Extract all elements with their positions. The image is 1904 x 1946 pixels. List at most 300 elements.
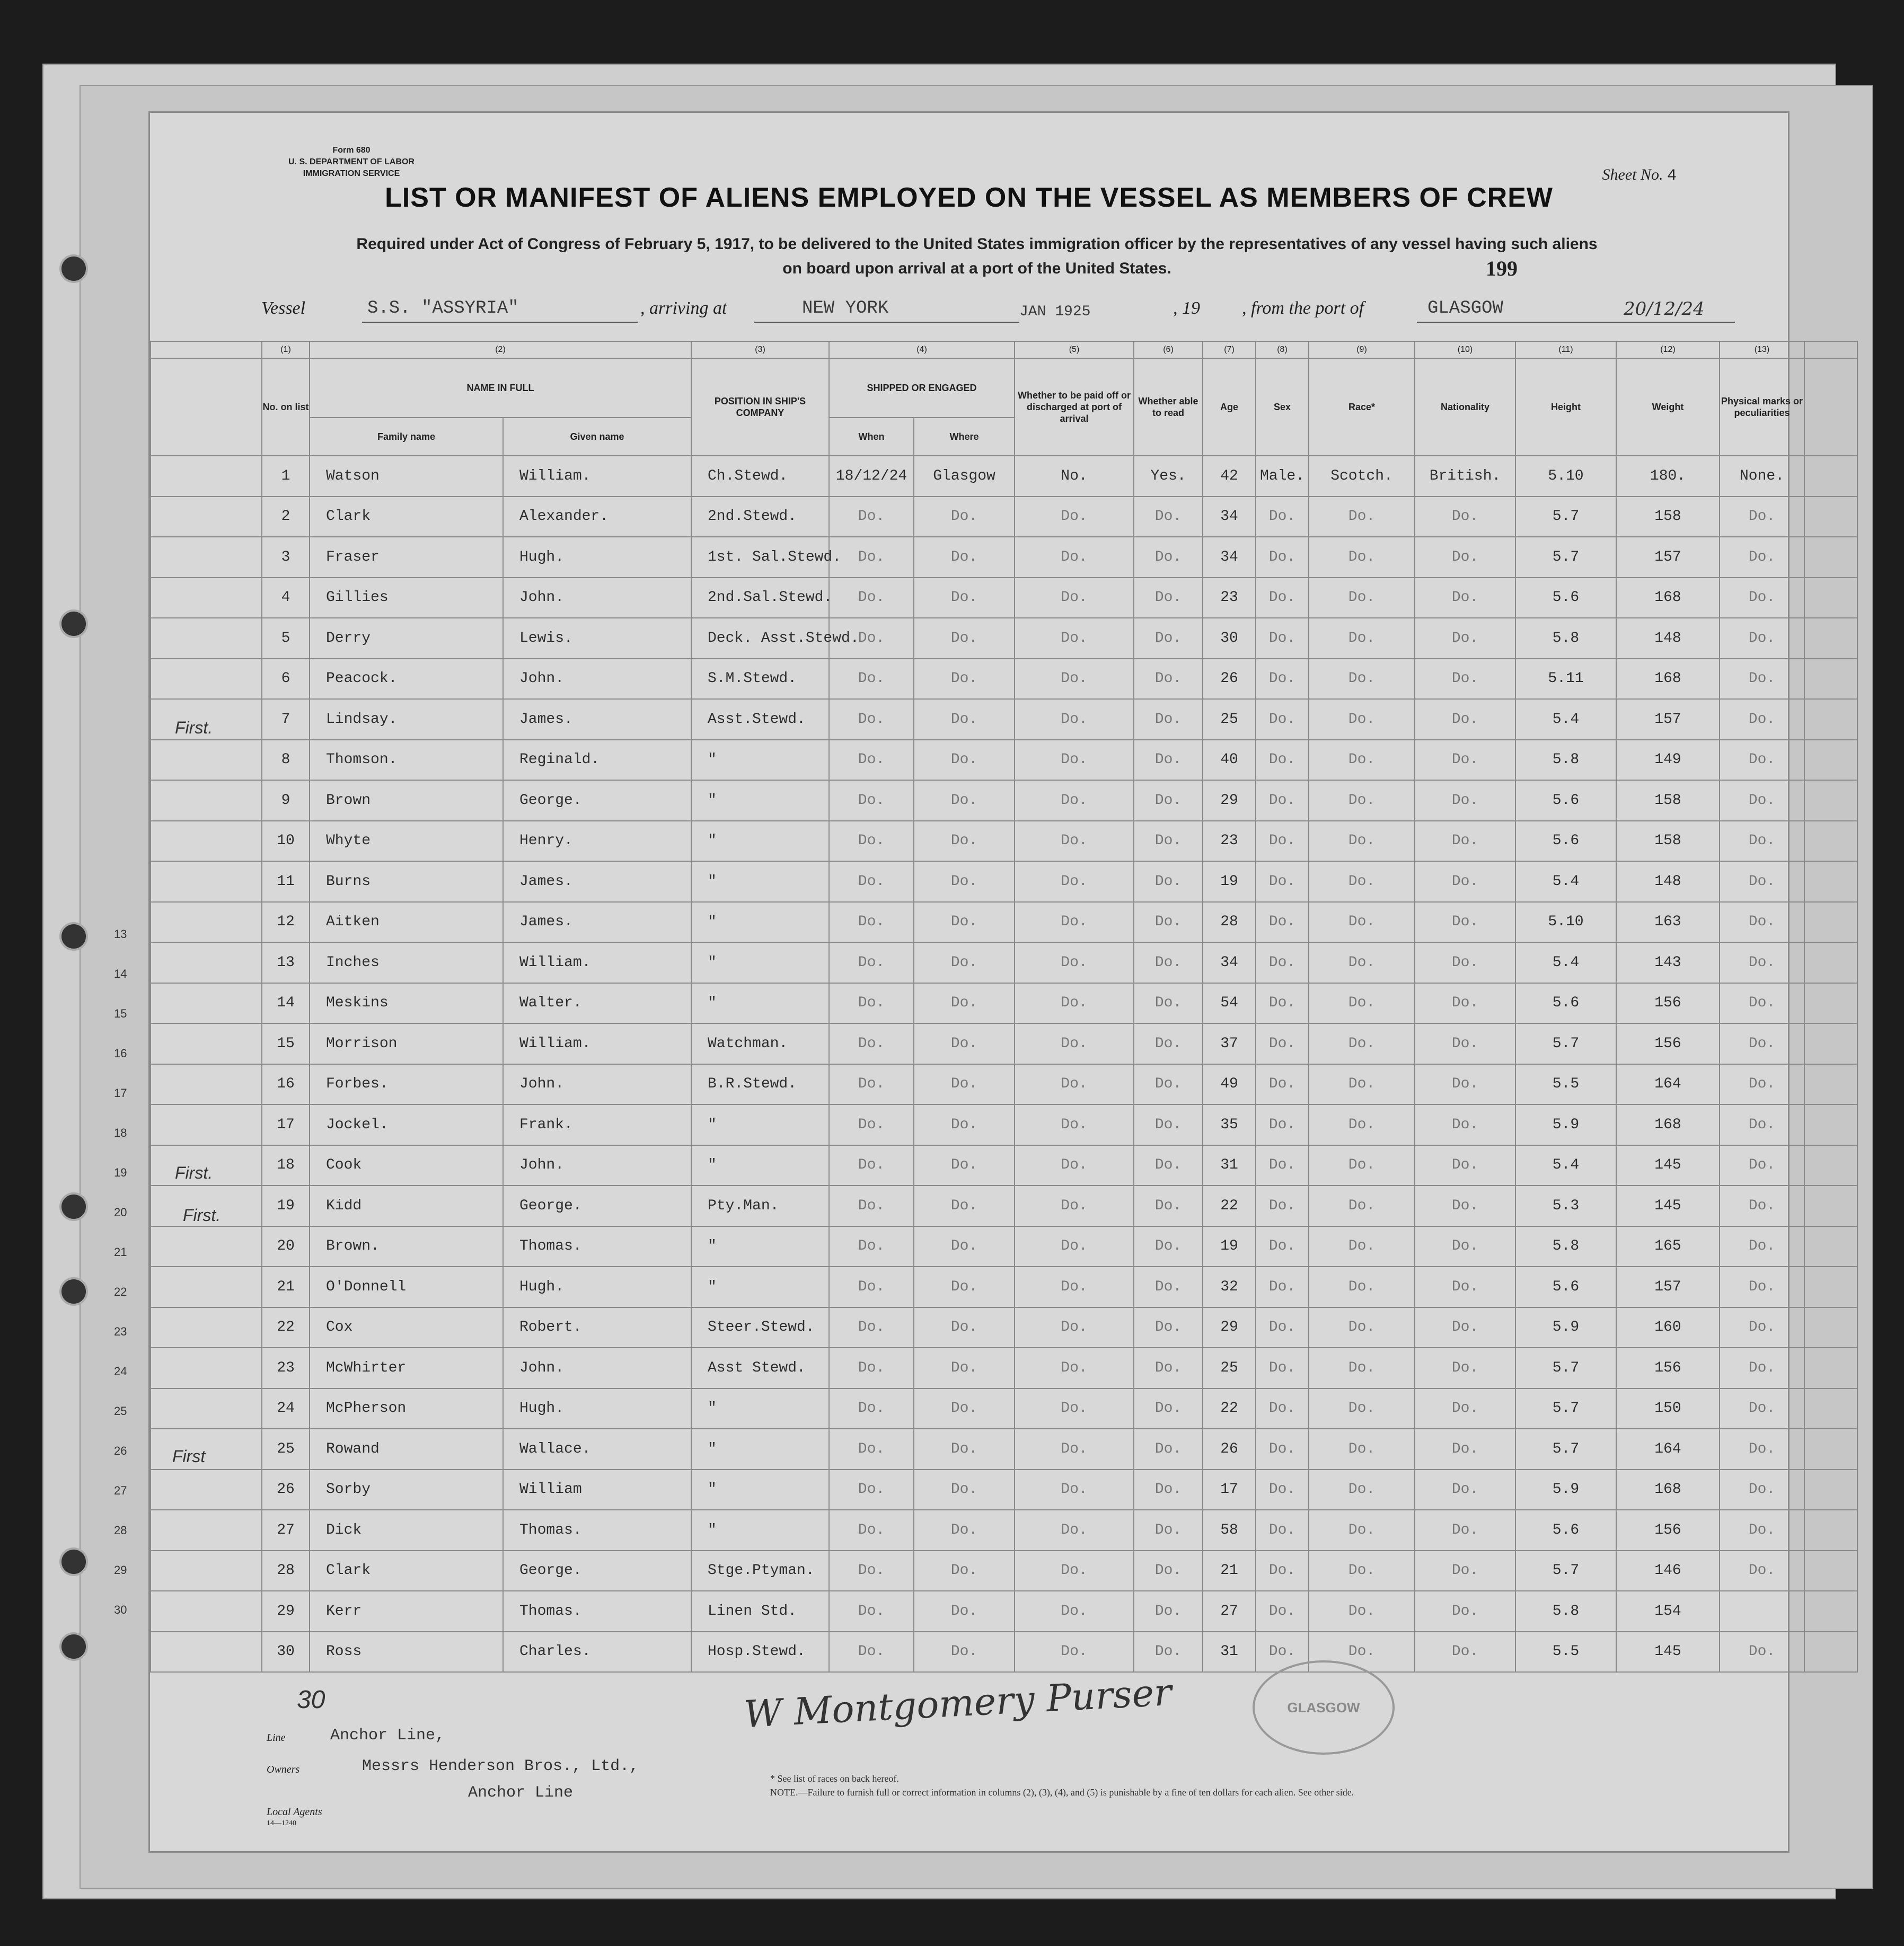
physical-marks-cell: Do. [1720, 1388, 1804, 1429]
race-cell: Scotch. [1309, 456, 1415, 497]
height-cell: 5.4 [1515, 942, 1616, 983]
position-cell: Deck. Asst.Stewd. [691, 618, 829, 659]
year-label: , 19 [1173, 298, 1200, 318]
header-age: Age [1203, 358, 1256, 456]
given-name-cell: John. [503, 1348, 691, 1388]
margin-note-first: First [172, 1447, 206, 1466]
position-cell: S.M.Stewd. [691, 659, 829, 700]
race-cell: Do. [1309, 1470, 1415, 1510]
age-cell: 58 [1203, 1510, 1256, 1551]
physical-marks-cell: Do. [1720, 861, 1804, 902]
header-position: POSITION IN SHIP'S COMPANY [691, 358, 829, 456]
family-name-cell: Morrison [310, 1023, 503, 1064]
sheet-number: 4 [1667, 167, 1677, 185]
sex-cell: Do. [1256, 1510, 1309, 1551]
height-cell: 5.6 [1515, 578, 1616, 618]
given-name-cell: Hugh. [503, 1388, 691, 1429]
nationality-cell: Do. [1415, 1023, 1515, 1064]
col-number: (2) [310, 341, 691, 358]
race-cell: Do. [1309, 1632, 1415, 1673]
weight-cell: 149 [1616, 740, 1720, 781]
row-number-cell: 18 [262, 1145, 310, 1186]
when-shipped-cell: 18/12/24 [829, 456, 914, 497]
left-edge-number: 28 [114, 1524, 127, 1537]
physical-marks-cell: Do. [1720, 578, 1804, 618]
paid-off-cell: Do. [1015, 1267, 1134, 1307]
position-cell: " [691, 821, 829, 862]
position-cell: " [691, 1267, 829, 1307]
position-cell: " [691, 1510, 829, 1551]
given-name-cell: John. [503, 1145, 691, 1186]
weight-cell: 156 [1616, 983, 1720, 1024]
nationality-cell: Do. [1415, 1429, 1515, 1470]
race-cell: Do. [1309, 1510, 1415, 1551]
race-cell: Do. [1309, 659, 1415, 700]
able-to-read-cell: Do. [1134, 942, 1203, 983]
physical-marks-cell: Do. [1720, 699, 1804, 740]
where-shipped-cell: Do. [914, 578, 1015, 618]
height-cell: 5.9 [1515, 1307, 1616, 1348]
able-to-read-cell: Do. [1134, 780, 1203, 821]
sex-cell: Do. [1256, 1145, 1309, 1186]
race-cell: Do. [1309, 1388, 1415, 1429]
family-name-cell: Clark [310, 1551, 503, 1591]
table-row [151, 861, 1857, 902]
able-to-read-cell: Do. [1134, 1104, 1203, 1145]
able-to-read-cell: Do. [1134, 1388, 1203, 1429]
sex-cell: Do. [1256, 1226, 1309, 1267]
family-name-cell: O'Donnell [310, 1267, 503, 1307]
nationality-cell: Do. [1415, 659, 1515, 700]
physical-marks-cell: Do. [1720, 659, 1804, 700]
row-number-cell: 24 [262, 1388, 310, 1429]
vessel-line [261, 298, 1746, 325]
paid-off-cell: Do. [1015, 983, 1134, 1024]
form-number: Form 680 [332, 146, 371, 155]
nationality-cell: Do. [1415, 821, 1515, 862]
paid-off-cell: Do. [1015, 618, 1134, 659]
where-shipped-cell: Do. [914, 497, 1015, 537]
given-name-cell: William. [503, 456, 691, 497]
physical-marks-cell: Do. [1720, 1470, 1804, 1510]
sex-cell: Do. [1256, 1348, 1309, 1388]
when-shipped-cell: Do. [829, 983, 914, 1024]
height-cell: 5.8 [1515, 618, 1616, 659]
line-label: Line [267, 1732, 286, 1744]
paid-off-cell: Do. [1015, 1510, 1134, 1551]
header-when: When [829, 418, 914, 456]
given-name-cell: Thomas. [503, 1591, 691, 1632]
height-cell: 5.3 [1515, 1186, 1616, 1226]
given-name-cell: James. [503, 699, 691, 740]
left-edge-number: 13 [114, 927, 127, 941]
position-cell: " [691, 861, 829, 902]
when-shipped-cell: Do. [829, 1064, 914, 1105]
where-shipped-cell: Do. [914, 659, 1015, 700]
race-cell: Do. [1309, 1348, 1415, 1388]
table-row [151, 942, 1857, 983]
position-cell: " [691, 1470, 829, 1510]
owners-value: Messrs Henderson Bros., Ltd., [362, 1757, 639, 1775]
form-identifier [272, 145, 431, 180]
physical-marks-cell: Do. [1720, 1307, 1804, 1348]
position-cell: " [691, 1104, 829, 1145]
when-shipped-cell: Do. [829, 659, 914, 700]
family-name-cell: Inches [310, 942, 503, 983]
given-name-cell: Henry. [503, 821, 691, 862]
race-cell: Do. [1309, 1186, 1415, 1226]
header-no-on-list: No. on list [262, 358, 310, 456]
height-cell: 5.7 [1515, 1348, 1616, 1388]
sex-cell: Do. [1256, 618, 1309, 659]
height-cell: 5.7 [1515, 1023, 1616, 1064]
weight-cell: 150 [1616, 1388, 1720, 1429]
paid-off-cell: Do. [1015, 902, 1134, 943]
arriving-port: NEW YORK [802, 298, 889, 319]
race-cell: Do. [1309, 1104, 1415, 1145]
able-to-read-cell: Do. [1134, 1064, 1203, 1105]
weight-cell: 145 [1616, 1632, 1720, 1673]
height-cell: 5.4 [1515, 1145, 1616, 1186]
col-number: (13) [1720, 341, 1804, 358]
height-cell: 5.8 [1515, 1591, 1616, 1632]
sex-cell: Do. [1256, 902, 1309, 943]
weight-cell: 168 [1616, 1470, 1720, 1510]
service-name: IMMIGRATION SERVICE [303, 169, 400, 178]
when-shipped-cell: Do. [829, 902, 914, 943]
paid-off-cell: Do. [1015, 1551, 1134, 1591]
race-cell: Do. [1309, 1591, 1415, 1632]
height-cell: 5.6 [1515, 1510, 1616, 1551]
where-shipped-cell: Do. [914, 1591, 1015, 1632]
position-cell: B.R.Stewd. [691, 1064, 829, 1105]
position-cell: 2nd.Stewd. [691, 497, 829, 537]
row-number-cell: 7 [262, 699, 310, 740]
nationality-cell: Do. [1415, 1348, 1515, 1388]
where-shipped-cell: Do. [914, 1388, 1015, 1429]
sex-cell: Do. [1256, 1186, 1309, 1226]
age-cell: 27 [1203, 1591, 1256, 1632]
weight-cell: 145 [1616, 1186, 1720, 1226]
row-number-cell: 21 [262, 1267, 310, 1307]
physical-marks-cell: Do. [1720, 1104, 1804, 1145]
col-number: (5) [1015, 341, 1134, 358]
given-name-cell: James. [503, 902, 691, 943]
where-shipped-cell: Do. [914, 1064, 1015, 1105]
given-name-cell: Robert. [503, 1307, 691, 1348]
paid-off-cell: Do. [1015, 861, 1134, 902]
where-shipped-cell: Do. [914, 821, 1015, 862]
race-cell: Do. [1309, 780, 1415, 821]
header-height: Height [1515, 358, 1616, 456]
race-cell: Do. [1309, 699, 1415, 740]
table-row [151, 537, 1857, 578]
given-name-cell: Hugh. [503, 537, 691, 578]
left-edge-number: 20 [114, 1206, 127, 1219]
position-cell: Ch.Stewd. [691, 456, 829, 497]
sheet-number-label: Sheet No. 4 [1602, 166, 1677, 185]
paid-off-cell: Do. [1015, 1348, 1134, 1388]
given-name-cell: George. [503, 1186, 691, 1226]
race-cell: Do. [1309, 1023, 1415, 1064]
where-shipped-cell: Do. [914, 1307, 1015, 1348]
age-cell: 42 [1203, 456, 1256, 497]
physical-marks-cell: Do. [1720, 497, 1804, 537]
able-to-read-cell: Do. [1134, 821, 1203, 862]
punch-hole [59, 922, 88, 951]
nationality-cell: Do. [1415, 1551, 1515, 1591]
age-cell: 30 [1203, 618, 1256, 659]
row-number-cell: 15 [262, 1023, 310, 1064]
able-to-read-cell: Do. [1134, 1145, 1203, 1186]
height-cell: 5.10 [1515, 902, 1616, 943]
physical-marks-cell: Do. [1720, 942, 1804, 983]
age-cell: 19 [1203, 861, 1256, 902]
family-name-cell: Peacock. [310, 659, 503, 700]
sex-cell: Do. [1256, 780, 1309, 821]
age-cell: 26 [1203, 659, 1256, 700]
where-shipped-cell: Do. [914, 1429, 1015, 1470]
family-name-cell: Rowand [310, 1429, 503, 1470]
when-shipped-cell: Do. [829, 1429, 914, 1470]
age-cell: 29 [1203, 780, 1256, 821]
when-shipped-cell: Do. [829, 1591, 914, 1632]
nationality-cell: Do. [1415, 902, 1515, 943]
when-shipped-cell: Do. [829, 497, 914, 537]
header-given-name: Given name [503, 418, 691, 456]
given-name-cell: James. [503, 861, 691, 902]
department-name: U. S. DEPARTMENT OF LABOR [288, 157, 415, 166]
paid-off-cell: Do. [1015, 497, 1134, 537]
races-footnote: * See list of races on back hereof. [770, 1773, 899, 1784]
physical-marks-cell: Do. [1720, 1267, 1804, 1307]
able-to-read-cell: Do. [1134, 1307, 1203, 1348]
nationality-cell: Do. [1415, 578, 1515, 618]
family-name-cell: Thomson. [310, 740, 503, 781]
paid-off-cell: Do. [1015, 780, 1134, 821]
sex-cell: Do. [1256, 942, 1309, 983]
nationality-cell: Do. [1415, 1104, 1515, 1145]
header-sex: Sex [1256, 358, 1309, 456]
when-shipped-cell: Do. [829, 1348, 914, 1388]
able-to-read-cell: Do. [1134, 1226, 1203, 1267]
weight-cell: 168 [1616, 1104, 1720, 1145]
table-row [151, 1145, 1857, 1186]
when-shipped-cell: Do. [829, 1226, 914, 1267]
paid-off-cell: Do. [1015, 1429, 1134, 1470]
vessel-label: Vessel [261, 298, 306, 318]
sex-cell: Do. [1256, 1064, 1309, 1105]
physical-marks-cell: Do. [1720, 1226, 1804, 1267]
given-name-cell: George. [503, 1551, 691, 1591]
given-name-cell: John. [503, 1064, 691, 1105]
header-weight: Weight [1616, 358, 1720, 456]
paid-off-cell: Do. [1015, 659, 1134, 700]
position-cell: Hosp.Stewd. [691, 1632, 829, 1673]
left-edge-number: 25 [114, 1404, 127, 1418]
nationality-cell: Do. [1415, 1632, 1515, 1673]
col-number: (8) [1256, 341, 1309, 358]
age-cell: 35 [1203, 1104, 1256, 1145]
height-cell: 5.11 [1515, 659, 1616, 700]
age-cell: 49 [1203, 1064, 1256, 1105]
paid-off-cell: Do. [1015, 1226, 1134, 1267]
glasgow-stamp: GLASGOW [1253, 1660, 1395, 1755]
height-cell: 5.4 [1515, 861, 1616, 902]
nationality-cell: Do. [1415, 983, 1515, 1024]
row-number-cell: 6 [262, 659, 310, 700]
able-to-read-cell: Do. [1134, 1470, 1203, 1510]
paid-off-cell: Do. [1015, 1145, 1134, 1186]
table-row [151, 780, 1857, 821]
table-row [151, 1023, 1857, 1064]
height-cell: 5.6 [1515, 983, 1616, 1024]
height-cell: 5.7 [1515, 1388, 1616, 1429]
race-cell: Do. [1309, 821, 1415, 862]
able-to-read-cell: Do. [1134, 983, 1203, 1024]
physical-marks-cell: Do. [1720, 1348, 1804, 1388]
position-cell: Steer.Stewd. [691, 1307, 829, 1348]
table-row [151, 1551, 1857, 1591]
left-edge-number: 29 [114, 1563, 127, 1577]
able-to-read-cell: Yes. [1134, 456, 1203, 497]
able-to-read-cell: Do. [1134, 1023, 1203, 1064]
paid-off-cell: Do. [1015, 578, 1134, 618]
weight-cell: 158 [1616, 780, 1720, 821]
paid-off-cell: No. [1015, 456, 1134, 497]
table-row [151, 1307, 1857, 1348]
nationality-cell: Do. [1415, 1470, 1515, 1510]
able-to-read-cell: Do. [1134, 659, 1203, 700]
nationality-cell: Do. [1415, 780, 1515, 821]
race-cell: Do. [1309, 983, 1415, 1024]
where-shipped-cell: Do. [914, 983, 1015, 1024]
physical-marks-cell [1720, 1591, 1804, 1632]
sex-cell: Do. [1256, 578, 1309, 618]
family-name-cell: Brown. [310, 1226, 503, 1267]
nationality-cell: Do. [1415, 537, 1515, 578]
physical-marks-cell: Do. [1720, 1145, 1804, 1186]
punch-hole [59, 1632, 88, 1661]
height-cell: 5.7 [1515, 537, 1616, 578]
manifest-sheet [148, 111, 1803, 1853]
position-cell: " [691, 942, 829, 983]
able-to-read-cell: Do. [1134, 618, 1203, 659]
given-name-cell: Thomas. [503, 1510, 691, 1551]
sex-cell: Do. [1256, 983, 1309, 1024]
where-shipped-cell: Do. [914, 1226, 1015, 1267]
weight-cell: 148 [1616, 861, 1720, 902]
weight-cell: 143 [1616, 942, 1720, 983]
age-cell: 23 [1203, 578, 1256, 618]
nationality-cell: Do. [1415, 1226, 1515, 1267]
arriving-label: , arriving at [640, 298, 727, 318]
physical-marks-cell: Do. [1720, 740, 1804, 781]
sex-cell: Do. [1256, 1551, 1309, 1591]
left-edge-number: 21 [114, 1245, 127, 1259]
col-number: (10) [1415, 341, 1515, 358]
weight-cell: 157 [1616, 537, 1720, 578]
table-row [151, 1267, 1857, 1307]
position-cell: " [691, 1226, 829, 1267]
where-shipped-cell: Do. [914, 537, 1015, 578]
agents-value: Anchor Line [468, 1784, 574, 1802]
race-cell: Do. [1309, 1551, 1415, 1591]
penalty-note: NOTE.—Failure to furnish full or correct information in columns (2), (3), (4), and (5) is punishable by a fine of ten dollars for each alien. See other side. [770, 1787, 1354, 1798]
when-shipped-cell: Do. [829, 1307, 914, 1348]
when-shipped-cell: Do. [829, 699, 914, 740]
row-number-cell: 29 [262, 1591, 310, 1632]
col-number: (1) [262, 341, 310, 358]
table-row [151, 456, 1857, 497]
table-row [151, 1429, 1857, 1470]
page-number: 199 [1486, 256, 1518, 280]
sex-cell: Do. [1256, 821, 1309, 862]
age-cell: 37 [1203, 1023, 1256, 1064]
row-number-cell: 26 [262, 1470, 310, 1510]
weight-cell: 160 [1616, 1307, 1720, 1348]
col-number: (3) [691, 341, 829, 358]
height-cell: 5.5 [1515, 1064, 1616, 1105]
family-name-cell: Sorby [310, 1470, 503, 1510]
table-row [151, 1632, 1857, 1673]
where-shipped-cell: Glasgow [914, 456, 1015, 497]
left-edge-number: 22 [114, 1285, 127, 1298]
race-cell: Do. [1309, 578, 1415, 618]
sex-cell: Male. [1256, 456, 1309, 497]
able-to-read-cell: Do. [1134, 740, 1203, 781]
height-cell: 5.6 [1515, 821, 1616, 862]
physical-marks-cell: Do. [1720, 902, 1804, 943]
age-cell: 21 [1203, 1551, 1256, 1591]
paid-off-cell: Do. [1015, 1388, 1134, 1429]
sex-cell: Do. [1256, 1267, 1309, 1307]
able-to-read-cell: Do. [1134, 497, 1203, 537]
nationality-cell: British. [1415, 456, 1515, 497]
weight-cell: 157 [1616, 1267, 1720, 1307]
punch-hole [59, 1192, 88, 1221]
where-shipped-cell: Do. [914, 780, 1015, 821]
col-number: (9) [1309, 341, 1415, 358]
margin-note-first: First. [175, 1163, 213, 1182]
race-cell: Do. [1309, 861, 1415, 902]
race-cell: Do. [1309, 1226, 1415, 1267]
table-row [151, 659, 1857, 700]
able-to-read-cell: Do. [1134, 1632, 1203, 1673]
family-name-cell: Dick [310, 1510, 503, 1551]
when-shipped-cell: Do. [829, 1104, 914, 1145]
race-cell: Do. [1309, 497, 1415, 537]
height-cell: 5.4 [1515, 699, 1616, 740]
position-cell: " [691, 740, 829, 781]
age-cell: 34 [1203, 537, 1256, 578]
age-cell: 17 [1203, 1470, 1256, 1510]
given-name-cell: Reginald. [503, 740, 691, 781]
race-cell: Do. [1309, 1064, 1415, 1105]
header-paid-off: Whether to be paid off or discharged at port of arrival [1015, 358, 1134, 456]
nationality-cell: Do. [1415, 861, 1515, 902]
where-shipped-cell: Do. [914, 699, 1015, 740]
physical-marks-cell: Do. [1720, 1023, 1804, 1064]
punch-hole [59, 1547, 88, 1576]
given-name-cell: Charles. [503, 1632, 691, 1673]
punch-hole [59, 254, 88, 283]
age-cell: 22 [1203, 1388, 1256, 1429]
col-number: (11) [1515, 341, 1616, 358]
sex-cell: Do. [1256, 740, 1309, 781]
punch-hole [59, 1277, 88, 1306]
paid-off-cell: Do. [1015, 1591, 1134, 1632]
